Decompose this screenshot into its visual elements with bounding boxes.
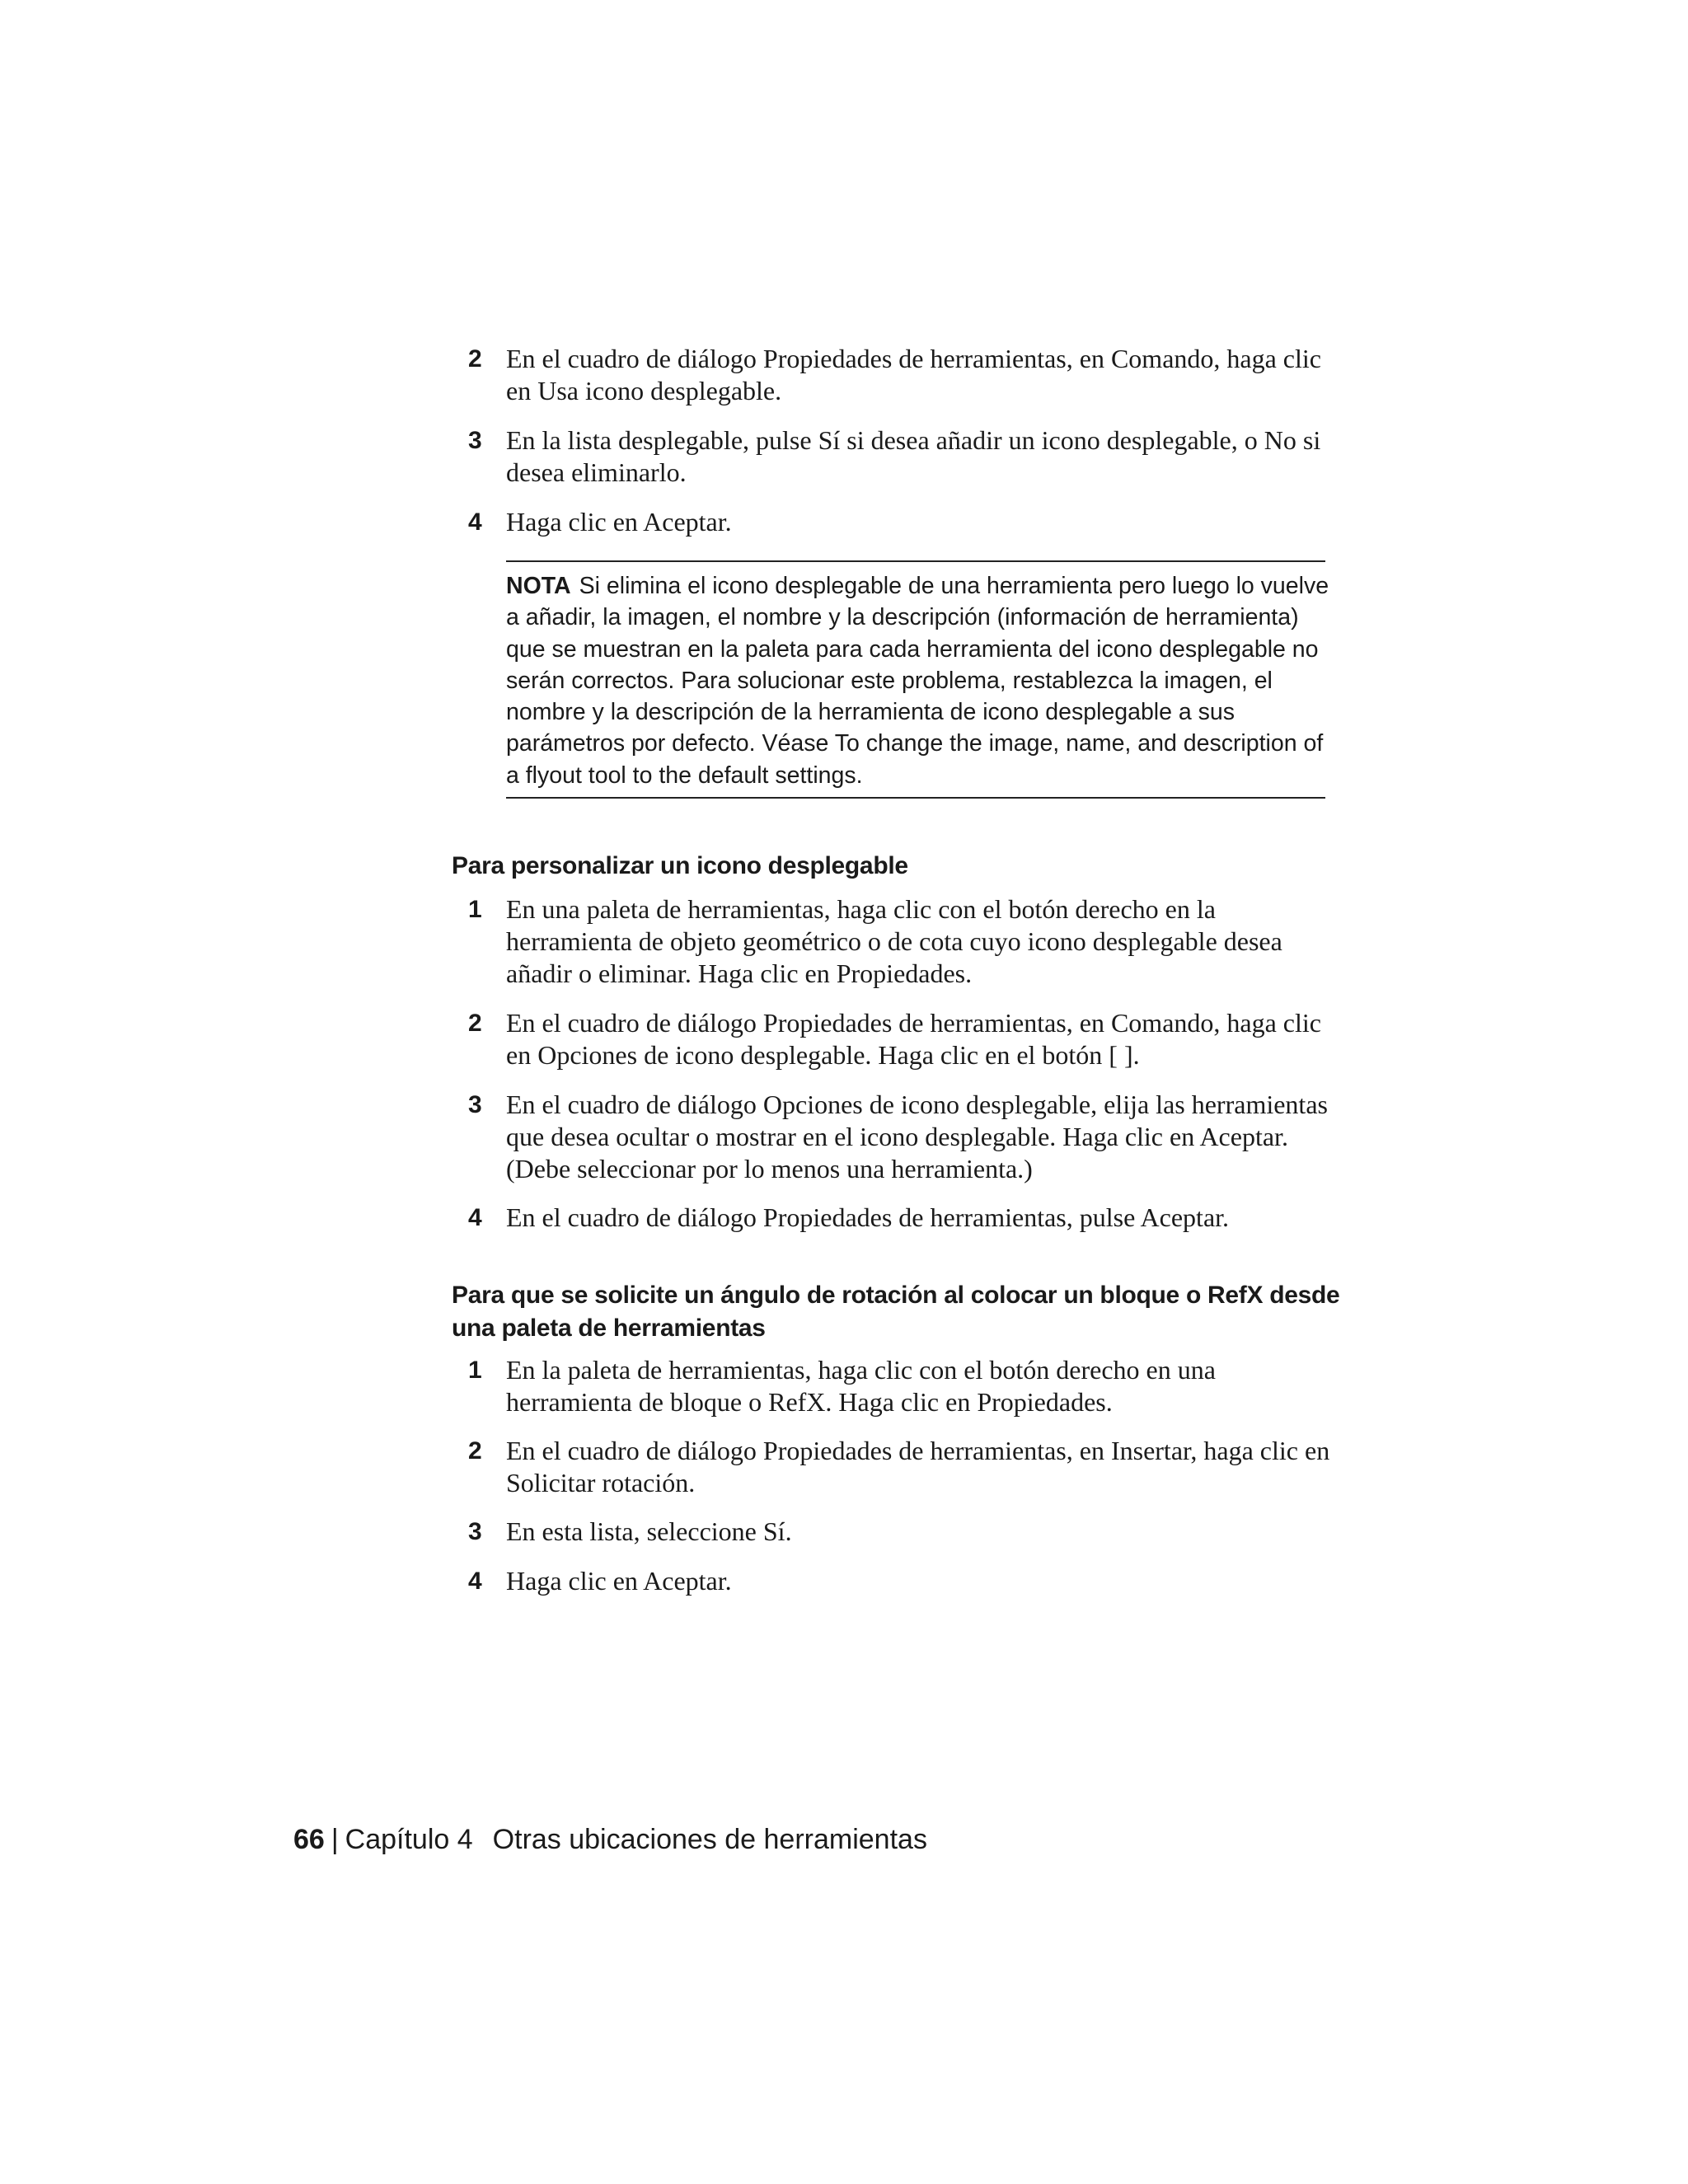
section-heading: Para que se solicite un ángulo de rotación al colocar un bloque o RefX desde una paleta de herramientas <box>452 1282 1340 1342</box>
step-text: En esta lista, seleccione Sí. <box>506 1516 792 1546</box>
step-number: 1 <box>468 896 482 923</box>
step-text: En una paleta de herramientas, haga clic con el botón derecho en la herramienta de objeto geométrico o de cota cuyo icono desplegable desea añadir o eliminar. Haga clic en Propiedades. <box>506 894 1282 988</box>
page-footer <box>293 1821 927 1858</box>
step-text: Haga clic en Aceptar. <box>506 1566 732 1596</box>
step-number: 3 <box>468 1518 482 1545</box>
step-text: En el cuadro de diálogo Propiedades de herramientas, en Comando, haga clic en Opciones de icono desplegable. Haga clic en el botón [ ]. <box>506 1008 1321 1070</box>
step-number: 3 <box>468 1091 482 1118</box>
step-number: 4 <box>468 509 482 536</box>
note-box <box>506 560 1329 799</box>
step-number: 1 <box>468 1357 482 1384</box>
step-text: En el cuadro de diálogo Propiedades de herramientas, pulse Aceptar. <box>506 1202 1230 1232</box>
page-number: 66 <box>293 1824 325 1855</box>
step-text: Haga clic en Aceptar. <box>506 507 732 537</box>
note-text <box>506 570 1330 791</box>
step-number: 4 <box>468 1204 482 1231</box>
section-heading: Para personalizar un icono desplegable <box>452 852 908 879</box>
step-number: 2 <box>468 345 482 373</box>
step-text: En la lista desplegable, pulse Sí si desea añadir un icono desplegable, o No si desea eliminarlo. <box>506 425 1321 487</box>
step-number: 3 <box>468 427 482 454</box>
step-number: 4 <box>468 1568 482 1595</box>
step-number: 2 <box>468 1010 482 1037</box>
step-text: En la paleta de herramientas, haga clic con el botón derecho en una herramienta de bloque o RefX. Haga clic en Propiedades. <box>506 1355 1216 1417</box>
chapter-label: Capítulo 4 <box>345 1824 473 1855</box>
note-body: Si elimina el icono desplegable de una herramienta pero luego lo vuelve a añadir, la imagen, el nombre y la descripción (información de herramienta) que se muestran en la paleta para cada herramienta del icono desplegable no serán correctos. Para solucionar este problema, restablezca la imagen, el nombre y la descripción de la herramienta de icono desplegable a sus parámetros por defecto. Véase To change the image, name, and description of a flyout tool to the default settings. <box>506 573 1329 789</box>
step-text: En el cuadro de diálogo Propiedades de herramientas, en Comando, haga clic en Usa icono desplegable. <box>506 344 1321 405</box>
chapter-title: Otras ubicaciones de herramientas <box>492 1824 927 1855</box>
step-text: En el cuadro de diálogo Opciones de icono desplegable, elija las herramientas que desea ocultar o mostrar en el icono desplegable. Haga clic en Aceptar. (Debe seleccionar por lo menos una herramienta.) <box>506 1090 1328 1183</box>
step-number: 2 <box>468 1437 482 1465</box>
step-text: En el cuadro de diálogo Propiedades de herramientas, en Insertar, haga clic en Solicitar rotación. <box>506 1436 1330 1497</box>
footer-separator: | <box>331 1824 339 1855</box>
note-label: NOTA <box>506 573 571 599</box>
